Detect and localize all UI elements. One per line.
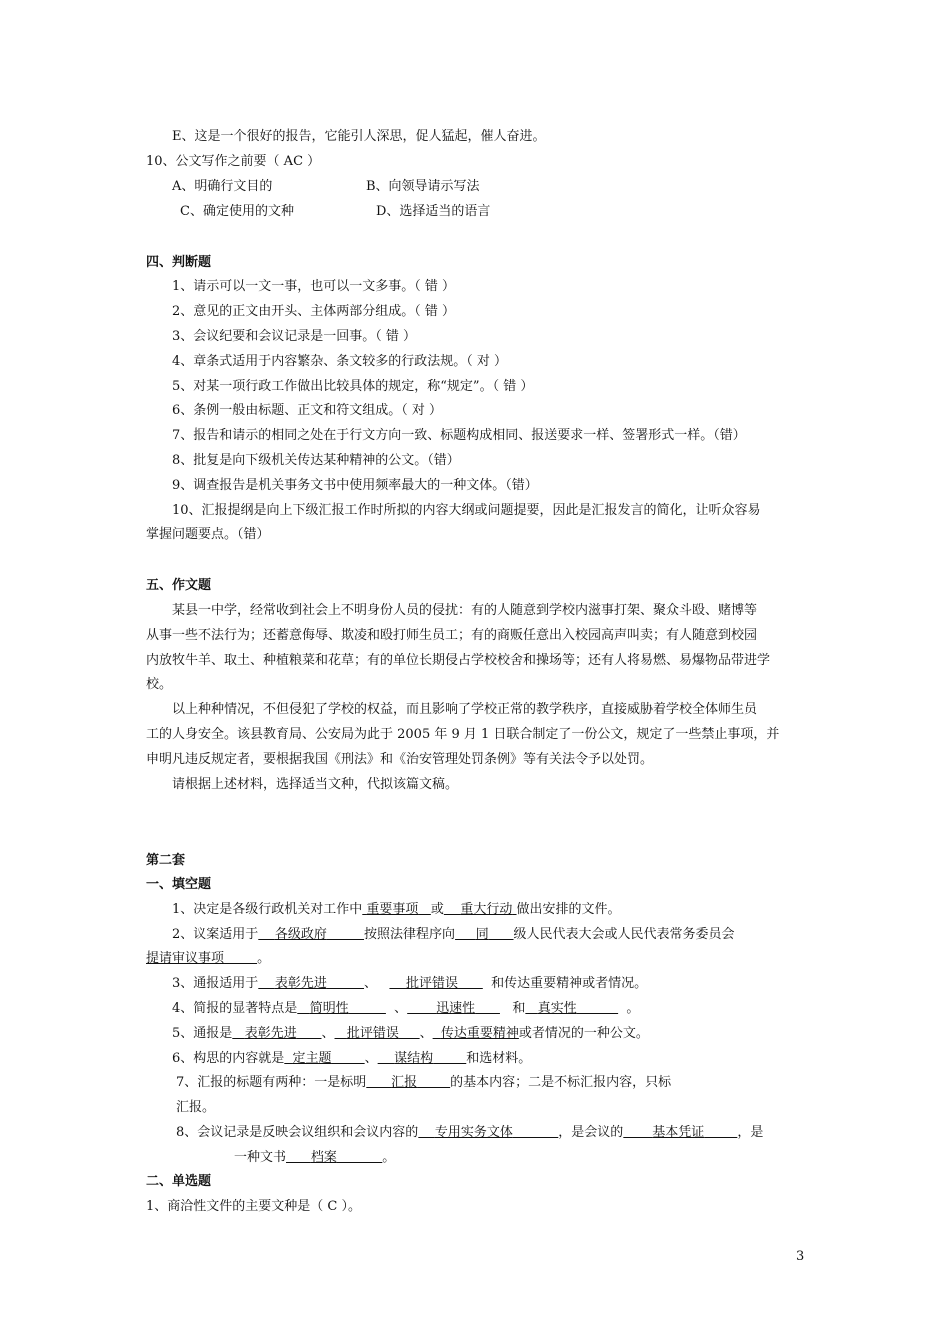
fill-text: 。	[382, 1150, 396, 1165]
fill-text: 6、构思的内容就是	[172, 1051, 285, 1066]
judge-item: 2、意见的正文由开头、主体两部分组成。（ 错 ）	[172, 304, 456, 319]
judge-item-continued: 掌握问题要点。（错）	[146, 527, 270, 542]
fill-answer: 传达重要精神	[440, 1026, 519, 1041]
essay-line: 内放牧牛羊、取土、种植粮菜和花草；有的单位长期侵占学校校舍和操场等；还有人将易燃、易爆物品带进学	[146, 653, 771, 668]
fill-answer: 重大行动	[460, 902, 513, 917]
page-number: 3	[796, 1249, 805, 1264]
fill-item-4	[172, 996, 639, 1021]
essay-line: 以上种种情况，不但侵犯了学校的权益，而且影响了学校正常的教学秩序，直接威胁着学校全体师生员	[172, 702, 758, 717]
fill-text: 的基本内容；二是不标汇报内容，只标	[450, 1075, 672, 1090]
fill-text: 、	[321, 1026, 335, 1041]
fill-item-6	[172, 1046, 531, 1071]
judge-item: 4、章条式适用于内容繁杂、条文较多的行政法规。（ 对 ）	[172, 354, 508, 369]
set-heading: 第二套	[146, 853, 186, 868]
fill-answer: 批评错误	[346, 1026, 399, 1041]
fill-text: 8、会议记录是反映会议组织和会议内容的	[176, 1125, 419, 1140]
judge-item: 5、对某一项行政工作做出比较具体的规定，称“规定”。（ 错 ）	[172, 379, 534, 394]
single-choice-item: 1、商洽性文件的主要文种是（ C ）。	[146, 1199, 361, 1214]
judge-item: 8、批复是向下级机关传达某种精神的公文。（错）	[172, 453, 460, 468]
fill-answer: 基本凭证	[652, 1125, 705, 1140]
essay-line: 工的人身安全。该县教育局、公安局为此于 2005 年 9 月 1 日联合制定了一份公文，规定了一些禁止事项，并	[146, 727, 780, 742]
fill-text: 或	[430, 902, 444, 917]
judge-item: 1、请示可以一文一事，也可以一文多事。（ 错 ）	[172, 279, 456, 294]
fill-answer: 真实性	[537, 1001, 577, 1016]
fill-answer: 简明性	[309, 1001, 349, 1016]
option-c: C、确定使用的文种	[180, 204, 294, 219]
essay-line: 某县一中学，经常收到社会上不明身份人员的侵扰：有的人随意到学校内滋事打架、聚众斗殴、赌博等	[172, 603, 758, 618]
fill-item-2-continued	[146, 946, 270, 971]
fill-item-8-continued	[234, 1145, 395, 1170]
fill-text: 或者情况的一种公文。	[518, 1026, 649, 1041]
essay-line: 申明凡违反规定者，要根据我国《刑法》和《治安管理处罚条例》等有关法令予以处罚。	[146, 752, 654, 767]
fill-item-7	[176, 1070, 671, 1095]
section-heading-fill: 一、填空题	[146, 877, 212, 892]
option-d: D、选择适当的语言	[376, 204, 491, 219]
option-e: E、这是一个很好的报告，它能引人深思，促人猛起，催人奋进。	[172, 129, 546, 144]
option-b: B、向领导请示写法	[366, 179, 480, 194]
fill-text: 、	[364, 976, 378, 991]
fill-answer: 专用实务文体	[434, 1125, 513, 1140]
fill-answer: 批评错误	[405, 976, 458, 991]
judge-item: 9、调查报告是机关事务文书中使用频率最大的一种文体。（错）	[172, 478, 538, 493]
fill-text: 和	[512, 1001, 526, 1016]
section-heading-judge: 四、判断题	[146, 255, 212, 270]
fill-text: 一种文书	[234, 1150, 287, 1165]
judge-item: 7、报告和请示的相同之处在于行文方向一致、标题构成相同、报送要求一样、签署形式一样。（错）	[172, 428, 746, 443]
fill-text: 。	[626, 1001, 640, 1016]
judge-item: 3、会议纪要和会议记录是一回事。（ 错 ）	[172, 329, 417, 344]
fill-text: 和选材料。	[466, 1051, 532, 1066]
fill-item-2	[172, 922, 735, 947]
essay-line: 校。	[146, 677, 173, 692]
fill-text: 按照法律程序向	[364, 927, 456, 942]
fill-text: 2、议案适用于	[172, 927, 259, 942]
fill-answer: 汇报	[391, 1075, 418, 1090]
section-heading-essay: 五、作文题	[146, 578, 212, 593]
fill-text: 7、汇报的标题有两种：一是标明	[176, 1075, 367, 1090]
fill-text: 。	[257, 951, 271, 966]
fill-text: 、	[394, 1001, 408, 1016]
fill-item-7-continued: 汇报。	[176, 1100, 216, 1115]
essay-instruction: 请根据上述材料，选择适当文种，代拟该篇文稿。	[172, 777, 459, 792]
fill-item-5	[172, 1021, 649, 1046]
fill-item-8	[176, 1120, 763, 1145]
fill-answer: 迅速性	[436, 1001, 476, 1016]
section-heading-single-choice: 二、单选题	[146, 1174, 212, 1189]
fill-answer: 谋结构	[394, 1051, 434, 1066]
fill-answer: 档案	[310, 1150, 337, 1165]
fill-answer: 提请审议事项	[146, 951, 225, 966]
fill-answer: 定主题	[292, 1051, 332, 1066]
fill-text: 、	[364, 1051, 378, 1066]
fill-text: 4、简报的显著特点是	[172, 1001, 298, 1016]
fill-text: 3、通报适用于	[172, 976, 259, 991]
judge-item: 6、条例一般由标题、正文和符文组成。（ 对 ）	[172, 403, 443, 418]
fill-text: 、	[419, 1026, 433, 1041]
fill-text: ，是	[737, 1125, 764, 1140]
fill-answer: 重要事项	[366, 902, 419, 917]
fill-answer: 表彰先进	[244, 1026, 297, 1041]
essay-line: 从事一些不法行为；还蓄意侮辱、欺凌和殴打师生员工；有的商贩任意出入校园高声叫卖；有人随意到校园	[146, 628, 758, 643]
fill-item-3	[172, 971, 647, 996]
fill-text: 1、决定是各级行政机关对工作中	[172, 902, 363, 917]
fill-text: ，是会议的	[558, 1125, 624, 1140]
fill-text: 5、通报是	[172, 1026, 233, 1041]
fill-text: 级人民代表大会或人民代表常务委员会	[513, 927, 735, 942]
fill-text: 和传达重要精神或者情况。	[491, 976, 648, 991]
option-a: A、明确行文目的	[172, 179, 273, 194]
fill-item-1	[172, 897, 621, 922]
fill-answer: 同	[475, 927, 489, 942]
question-10: 10、公文写作之前要（ AC ）	[146, 154, 321, 169]
fill-text: 做出安排的文件。	[516, 902, 621, 917]
fill-answer: 各级政府	[274, 927, 327, 942]
judge-item: 10、汇报提纲是向上下级汇报工作时所拟的内容大纲或问题提要，因此是汇报发言的简化，让听众容易	[172, 503, 761, 518]
fill-answer: 表彰先进	[274, 976, 327, 991]
